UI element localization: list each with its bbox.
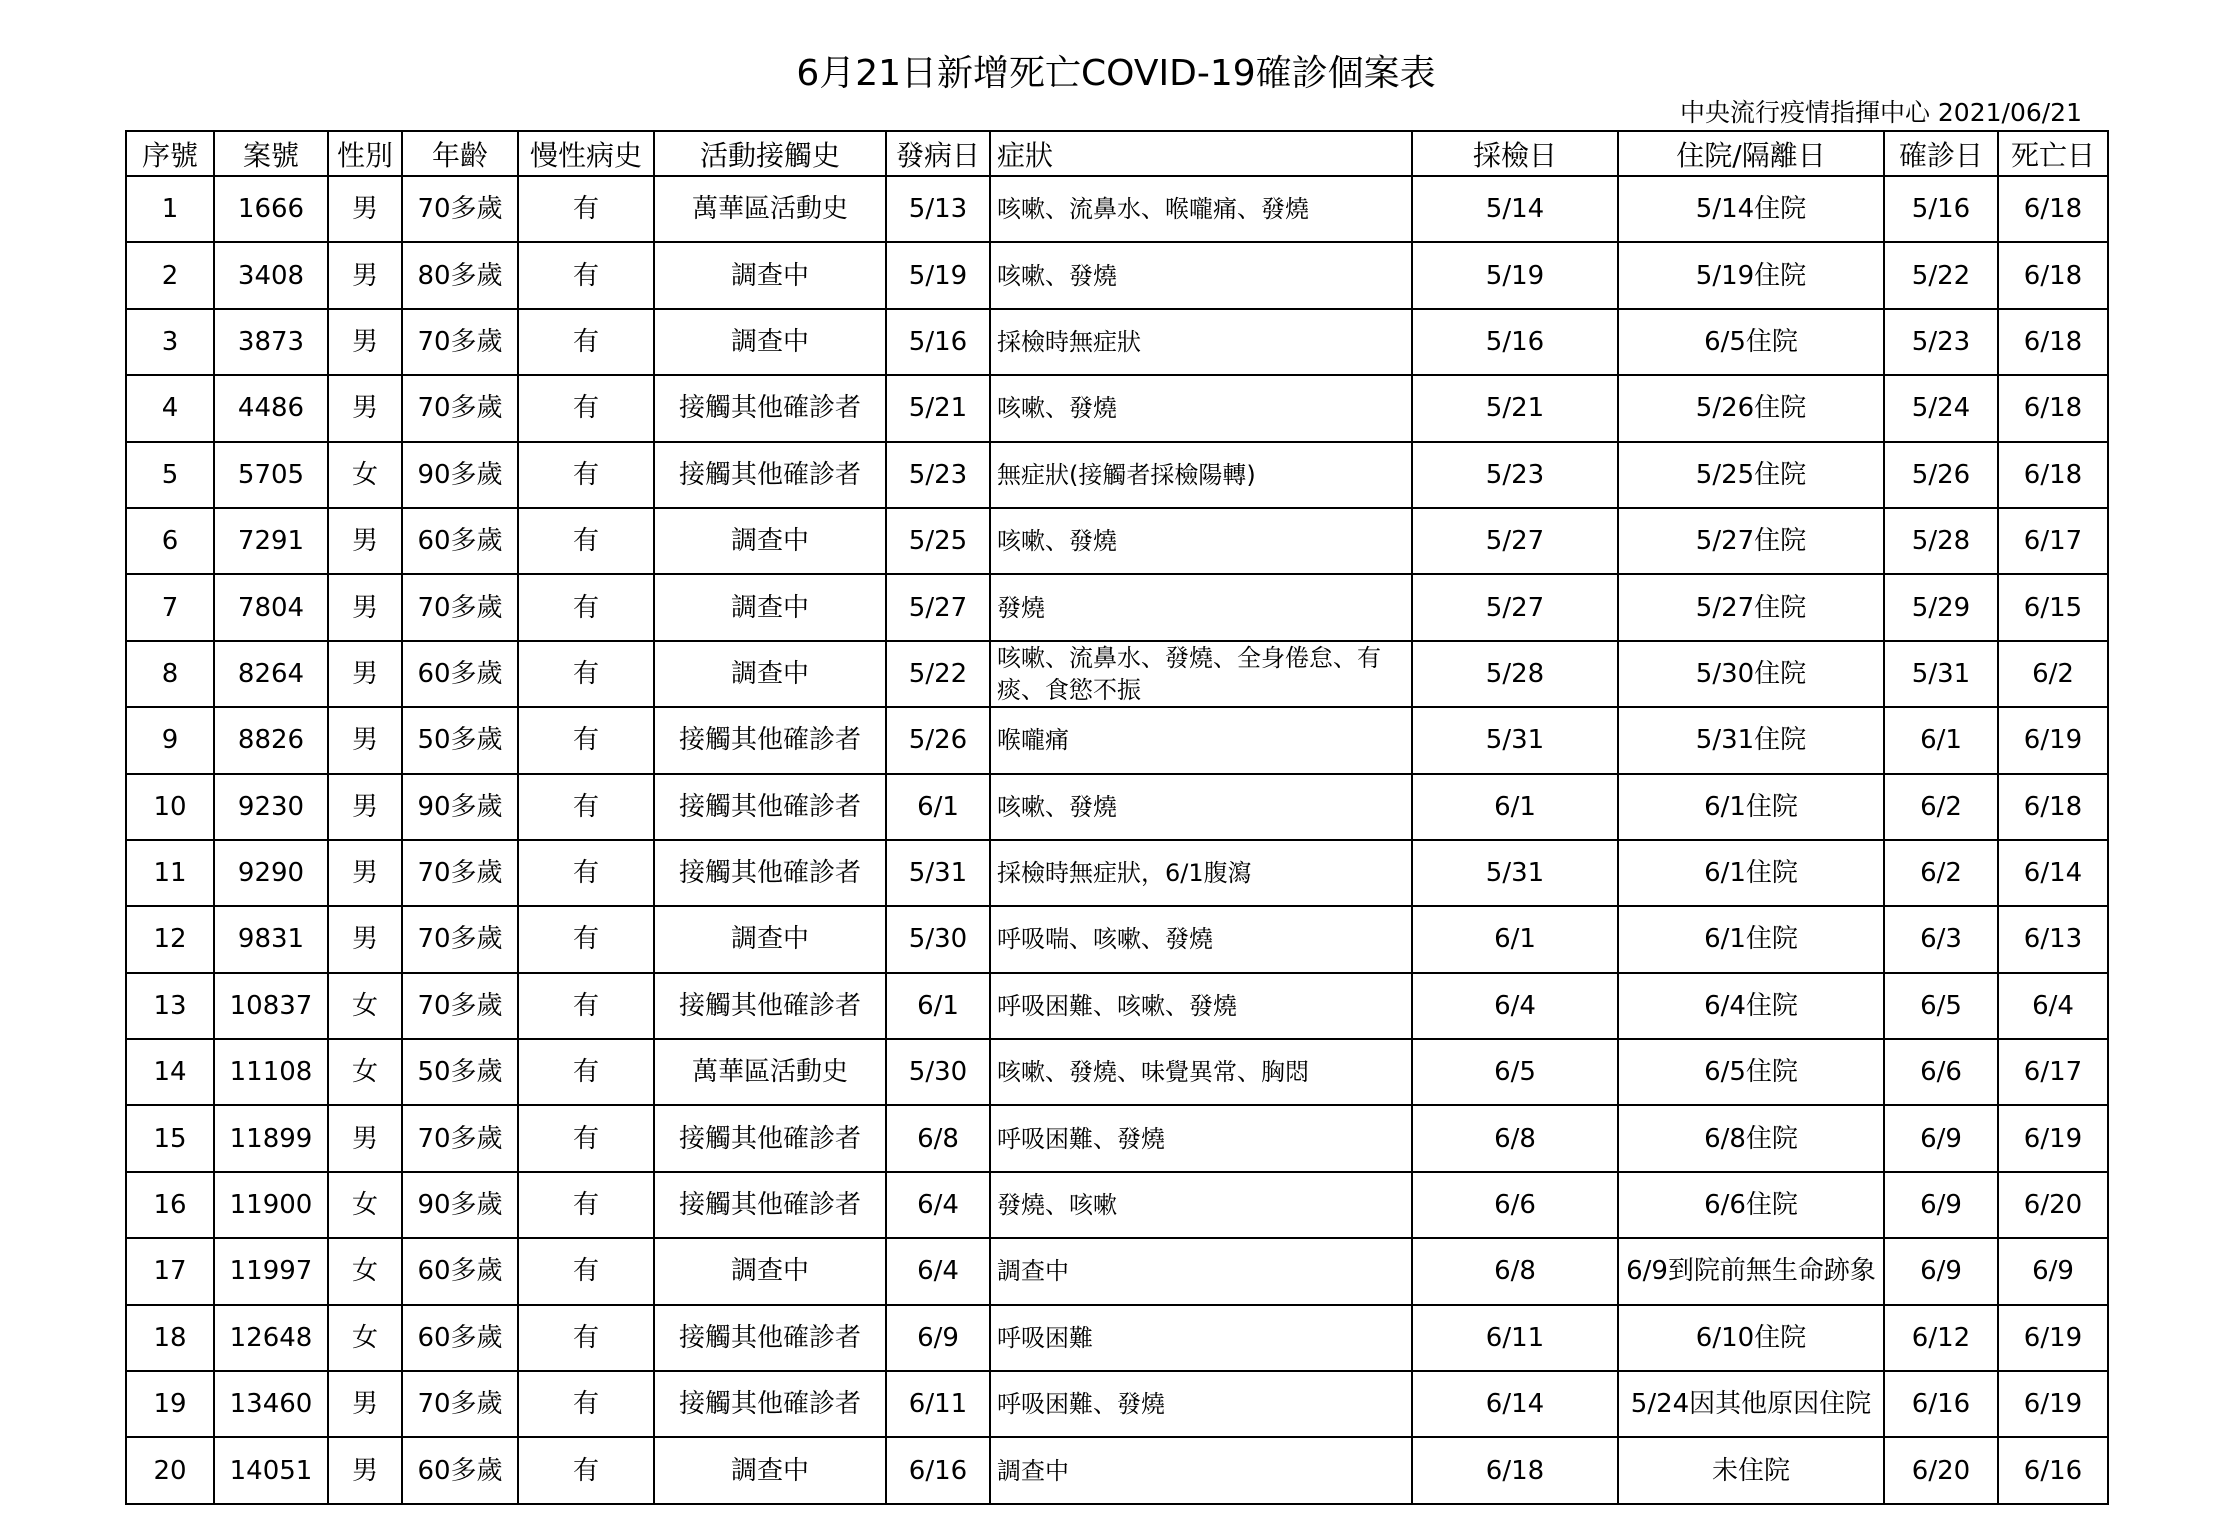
cell-hospital: 5/14住院 (1618, 176, 1884, 242)
cell-onset: 5/16 (886, 309, 990, 375)
cell-chronic: 有 (518, 442, 654, 508)
cell-sex: 男 (328, 242, 402, 308)
cell-age: 90多歲 (402, 442, 518, 508)
cell-symptoms: 呼吸喘、咳嗽、發燒 (990, 906, 1412, 972)
cell-hospital: 5/24因其他原因住院 (1618, 1371, 1884, 1437)
cell-serial: 11 (126, 840, 214, 906)
cell-chronic: 有 (518, 1039, 654, 1105)
cell-case-no: 11997 (214, 1238, 328, 1304)
cell-onset: 5/21 (886, 375, 990, 441)
cell-death: 6/18 (1998, 242, 2108, 308)
col-header-age: 年齡 (402, 131, 518, 176)
cell-age: 90多歲 (402, 1172, 518, 1238)
cell-chronic: 有 (518, 574, 654, 640)
cell-case-no: 11108 (214, 1039, 328, 1105)
cell-confirm: 6/20 (1884, 1437, 1998, 1503)
cell-test-date: 6/1 (1412, 774, 1618, 840)
cell-case-no: 14051 (214, 1437, 328, 1503)
cell-contact: 接觸其他確診者 (654, 774, 886, 840)
cell-death: 6/13 (1998, 906, 2108, 972)
cell-hospital: 6/5住院 (1618, 1039, 1884, 1105)
cell-chronic: 有 (518, 176, 654, 242)
table-row (126, 1371, 2108, 1437)
cell-test-date: 6/1 (1412, 906, 1618, 972)
cell-case-no: 13460 (214, 1371, 328, 1437)
cell-test-date: 6/4 (1412, 973, 1618, 1039)
cell-hospital: 5/27住院 (1618, 574, 1884, 640)
cell-onset: 6/1 (886, 973, 990, 1039)
cell-case-no: 10837 (214, 973, 328, 1039)
cell-chronic: 有 (518, 375, 654, 441)
cell-contact: 接觸其他確診者 (654, 375, 886, 441)
cell-test-date: 6/6 (1412, 1172, 1618, 1238)
cell-serial: 13 (126, 973, 214, 1039)
cell-contact: 調查中 (654, 242, 886, 308)
cell-symptoms: 咳嗽、發燒 (990, 508, 1412, 574)
col-header-hospital: 住院/隔離日 (1618, 131, 1884, 176)
cell-sex: 男 (328, 906, 402, 972)
cell-case-no: 8826 (214, 707, 328, 773)
cell-chronic: 有 (518, 1371, 654, 1437)
cell-death: 6/18 (1998, 774, 2108, 840)
cell-chronic: 有 (518, 1437, 654, 1503)
cell-hospital: 6/5住院 (1618, 309, 1884, 375)
cell-test-date: 5/19 (1412, 242, 1618, 308)
cell-symptoms: 呼吸困難、發燒 (990, 1371, 1412, 1437)
cell-onset: 5/19 (886, 242, 990, 308)
cell-chronic: 有 (518, 242, 654, 308)
cell-case-no: 1666 (214, 176, 328, 242)
cell-death: 6/16 (1998, 1437, 2108, 1503)
cell-death: 6/19 (1998, 707, 2108, 773)
cell-death: 6/18 (1998, 442, 2108, 508)
cell-symptoms: 呼吸困難、發燒 (990, 1105, 1412, 1171)
cell-serial: 6 (126, 508, 214, 574)
col-header-case-no: 案號 (214, 131, 328, 176)
cell-age: 70多歲 (402, 1371, 518, 1437)
cell-case-no: 9230 (214, 774, 328, 840)
cell-chronic: 有 (518, 309, 654, 375)
cell-test-date: 6/8 (1412, 1238, 1618, 1304)
cell-hospital: 6/6住院 (1618, 1172, 1884, 1238)
cell-onset: 6/16 (886, 1437, 990, 1503)
cell-death: 6/2 (1998, 641, 2108, 707)
cell-sex: 女 (328, 1039, 402, 1105)
page-title: 6月21日新增死亡COVID-19確診個案表 (796, 53, 1436, 94)
cell-contact: 調查中 (654, 1437, 886, 1503)
cell-hospital: 5/25住院 (1618, 442, 1884, 508)
table-row (126, 641, 2108, 707)
cell-test-date: 6/11 (1412, 1305, 1618, 1371)
cell-sex: 男 (328, 574, 402, 640)
cell-hospital: 6/8住院 (1618, 1105, 1884, 1171)
cell-age: 70多歲 (402, 973, 518, 1039)
cell-sex: 男 (328, 707, 402, 773)
cell-serial: 5 (126, 442, 214, 508)
cell-serial: 7 (126, 574, 214, 640)
cell-age: 60多歲 (402, 641, 518, 707)
cell-serial: 17 (126, 1238, 214, 1304)
cell-symptoms: 發燒、咳嗽 (990, 1172, 1412, 1238)
cell-death: 6/18 (1998, 375, 2108, 441)
cell-serial: 20 (126, 1437, 214, 1503)
cell-age: 60多歲 (402, 508, 518, 574)
cell-contact: 調查中 (654, 1238, 886, 1304)
cell-case-no: 3408 (214, 242, 328, 308)
cell-symptoms: 咳嗽、發燒 (990, 375, 1412, 441)
cell-chronic: 有 (518, 508, 654, 574)
cell-age: 70多歲 (402, 1105, 518, 1171)
cell-serial: 1 (126, 176, 214, 242)
cell-hospital: 5/26住院 (1618, 375, 1884, 441)
cell-chronic: 有 (518, 707, 654, 773)
table-row (126, 1105, 2108, 1171)
cell-onset: 5/25 (886, 508, 990, 574)
cell-onset: 6/11 (886, 1371, 990, 1437)
cell-hospital: 5/30住院 (1618, 641, 1884, 707)
cell-chronic: 有 (518, 1172, 654, 1238)
cell-test-date: 6/5 (1412, 1039, 1618, 1105)
cell-hospital: 6/4住院 (1618, 973, 1884, 1039)
cell-case-no: 8264 (214, 641, 328, 707)
cell-death: 6/17 (1998, 508, 2108, 574)
cell-case-no: 7291 (214, 508, 328, 574)
cell-death: 6/19 (1998, 1371, 2108, 1437)
cell-symptoms: 咳嗽、發燒、味覺異常、胸悶 (990, 1039, 1412, 1105)
cell-sex: 男 (328, 1371, 402, 1437)
cell-confirm: 5/23 (1884, 309, 1998, 375)
table-row (126, 1238, 2108, 1304)
cell-symptoms: 無症狀(接觸者採檢陽轉) (990, 442, 1412, 508)
cell-onset: 6/4 (886, 1172, 990, 1238)
cell-test-date: 5/27 (1412, 508, 1618, 574)
cell-onset: 6/8 (886, 1105, 990, 1171)
cell-onset: 6/1 (886, 774, 990, 840)
cell-confirm: 6/2 (1884, 774, 1998, 840)
cell-contact: 接觸其他確診者 (654, 840, 886, 906)
table-row (126, 574, 2108, 640)
cell-confirm: 6/9 (1884, 1238, 1998, 1304)
header-row (126, 131, 2108, 176)
cell-confirm: 6/1 (1884, 707, 1998, 773)
cell-symptoms: 呼吸困難、咳嗽、發燒 (990, 973, 1412, 1039)
cell-onset: 5/31 (886, 840, 990, 906)
cell-onset: 6/4 (886, 1238, 990, 1304)
cell-serial: 19 (126, 1371, 214, 1437)
col-header-confirm: 確診日 (1884, 131, 1998, 176)
cell-age: 90多歲 (402, 774, 518, 840)
cell-contact: 調查中 (654, 641, 886, 707)
cell-serial: 2 (126, 242, 214, 308)
cell-sex: 男 (328, 508, 402, 574)
cell-hospital: 6/9到院前無生命跡象 (1618, 1238, 1884, 1304)
cell-contact: 接觸其他確診者 (654, 707, 886, 773)
cell-case-no: 9290 (214, 840, 328, 906)
cell-symptoms: 調查中 (990, 1238, 1412, 1304)
col-header-contact: 活動接觸史 (654, 131, 886, 176)
cell-contact: 接觸其他確診者 (654, 1105, 886, 1171)
cell-test-date: 5/27 (1412, 574, 1618, 640)
table-row (126, 840, 2108, 906)
cell-age: 70多歲 (402, 906, 518, 972)
cell-confirm: 5/26 (1884, 442, 1998, 508)
cell-age: 50多歲 (402, 707, 518, 773)
col-header-serial: 序號 (126, 131, 214, 176)
cell-age: 70多歲 (402, 840, 518, 906)
cell-symptoms: 採檢時無症狀，6/1腹瀉 (990, 840, 1412, 906)
cell-test-date: 5/21 (1412, 375, 1618, 441)
cell-age: 60多歲 (402, 1437, 518, 1503)
cell-case-no: 11900 (214, 1172, 328, 1238)
cell-case-no: 9831 (214, 906, 328, 972)
cell-death: 6/14 (1998, 840, 2108, 906)
cell-test-date: 5/31 (1412, 840, 1618, 906)
cell-serial: 12 (126, 906, 214, 972)
cell-contact: 接觸其他確診者 (654, 1371, 886, 1437)
cell-serial: 4 (126, 375, 214, 441)
cell-death: 6/19 (1998, 1105, 2108, 1171)
cell-chronic: 有 (518, 1305, 654, 1371)
cell-case-no: 12648 (214, 1305, 328, 1371)
cell-onset: 5/27 (886, 574, 990, 640)
cell-hospital: 5/19住院 (1618, 242, 1884, 308)
cell-symptoms: 咳嗽、發燒 (990, 242, 1412, 308)
table-row (126, 309, 2108, 375)
cell-sex: 男 (328, 309, 402, 375)
cell-death: 6/4 (1998, 973, 2108, 1039)
cell-symptoms: 咳嗽、流鼻水、喉嚨痛、發燒 (990, 176, 1412, 242)
table-row (126, 1437, 2108, 1503)
col-header-death: 死亡日 (1998, 131, 2108, 176)
cell-contact: 調查中 (654, 906, 886, 972)
cell-hospital: 6/1住院 (1618, 906, 1884, 972)
cell-sex: 男 (328, 375, 402, 441)
cell-sex: 女 (328, 973, 402, 1039)
cell-contact: 接觸其他確診者 (654, 442, 886, 508)
cell-age: 70多歲 (402, 375, 518, 441)
cell-confirm: 6/6 (1884, 1039, 1998, 1105)
cell-chronic: 有 (518, 1238, 654, 1304)
cell-confirm: 6/16 (1884, 1371, 1998, 1437)
cell-age: 70多歲 (402, 574, 518, 640)
cell-sex: 女 (328, 1305, 402, 1371)
cell-case-no: 3873 (214, 309, 328, 375)
cell-death: 6/19 (1998, 1305, 2108, 1371)
cell-test-date: 5/28 (1412, 641, 1618, 707)
cell-confirm: 6/5 (1884, 973, 1998, 1039)
table-row (126, 176, 2108, 242)
cell-sex: 女 (328, 1172, 402, 1238)
cell-death: 6/17 (1998, 1039, 2108, 1105)
cell-case-no: 7804 (214, 574, 328, 640)
cell-serial: 14 (126, 1039, 214, 1105)
cell-confirm: 6/3 (1884, 906, 1998, 972)
cell-chronic: 有 (518, 1105, 654, 1171)
cell-serial: 16 (126, 1172, 214, 1238)
cell-case-no: 5705 (214, 442, 328, 508)
cell-chronic: 有 (518, 840, 654, 906)
cell-serial: 9 (126, 707, 214, 773)
col-header-chronic: 慢性病史 (518, 131, 654, 176)
cell-serial: 8 (126, 641, 214, 707)
cell-confirm: 6/2 (1884, 840, 1998, 906)
cell-confirm: 5/16 (1884, 176, 1998, 242)
cell-contact: 接觸其他確診者 (654, 1172, 886, 1238)
cell-death: 6/15 (1998, 574, 2108, 640)
cell-test-date: 6/8 (1412, 1105, 1618, 1171)
cell-age: 70多歲 (402, 309, 518, 375)
case-table (125, 130, 2109, 1505)
cell-confirm: 5/31 (1884, 641, 1998, 707)
cell-test-date: 5/31 (1412, 707, 1618, 773)
cell-age: 80多歲 (402, 242, 518, 308)
cell-death: 6/9 (1998, 1238, 2108, 1304)
cell-onset: 6/9 (886, 1305, 990, 1371)
cell-test-date: 5/14 (1412, 176, 1618, 242)
table-row (126, 242, 2108, 308)
cell-contact: 調查中 (654, 574, 886, 640)
cell-case-no: 11899 (214, 1105, 328, 1171)
cell-test-date: 6/14 (1412, 1371, 1618, 1437)
cell-test-date: 6/18 (1412, 1437, 1618, 1503)
table-row (126, 1039, 2108, 1105)
cell-contact: 接觸其他確診者 (654, 1305, 886, 1371)
cell-sex: 女 (328, 442, 402, 508)
cell-age: 60多歲 (402, 1305, 518, 1371)
cell-contact: 接觸其他確診者 (654, 973, 886, 1039)
cell-confirm: 5/29 (1884, 574, 1998, 640)
source-date: 中央流行疫情指揮中心 2021/06/21 (1679, 98, 2082, 127)
table-row (126, 707, 2108, 773)
cell-sex: 男 (328, 774, 402, 840)
cell-confirm: 5/24 (1884, 375, 1998, 441)
cell-contact: 調查中 (654, 508, 886, 574)
col-header-onset: 發病日 (886, 131, 990, 176)
cell-onset: 5/30 (886, 1039, 990, 1105)
col-header-test-date: 採檢日 (1412, 131, 1618, 176)
cell-onset: 5/22 (886, 641, 990, 707)
cell-death: 6/18 (1998, 176, 2108, 242)
table-row (126, 1305, 2108, 1371)
cell-serial: 3 (126, 309, 214, 375)
cell-contact: 萬華區活動史 (654, 1039, 886, 1105)
cell-death: 6/18 (1998, 309, 2108, 375)
cell-contact: 萬華區活動史 (654, 176, 886, 242)
cell-contact: 調查中 (654, 309, 886, 375)
cell-onset: 5/26 (886, 707, 990, 773)
col-header-symptoms: 症狀 (990, 131, 1412, 176)
cell-serial: 10 (126, 774, 214, 840)
table-row (126, 774, 2108, 840)
cell-age: 70多歲 (402, 176, 518, 242)
cell-onset: 5/30 (886, 906, 990, 972)
cell-sex: 男 (328, 1437, 402, 1503)
cell-test-date: 5/16 (1412, 309, 1618, 375)
cell-confirm: 6/9 (1884, 1172, 1998, 1238)
cell-symptoms: 咳嗽、流鼻水、發燒、全身倦怠、有痰、食慾不振 (990, 641, 1412, 707)
cell-death: 6/20 (1998, 1172, 2108, 1238)
cell-sex: 男 (328, 1105, 402, 1171)
cell-symptoms: 喉嚨痛 (990, 707, 1412, 773)
cell-onset: 5/13 (886, 176, 990, 242)
table-row (126, 906, 2108, 972)
cell-chronic: 有 (518, 973, 654, 1039)
cell-confirm: 6/9 (1884, 1105, 1998, 1171)
table-row (126, 973, 2108, 1039)
cell-confirm: 5/22 (1884, 242, 1998, 308)
cell-sex: 男 (328, 176, 402, 242)
cell-case-no: 4486 (214, 375, 328, 441)
cell-serial: 15 (126, 1105, 214, 1171)
cell-sex: 男 (328, 641, 402, 707)
cell-symptoms: 咳嗽、發燒 (990, 774, 1412, 840)
cell-serial: 18 (126, 1305, 214, 1371)
table-row (126, 1172, 2108, 1238)
cell-symptoms: 呼吸困難 (990, 1305, 1412, 1371)
cell-onset: 5/23 (886, 442, 990, 508)
cell-sex: 女 (328, 1238, 402, 1304)
cell-age: 60多歲 (402, 1238, 518, 1304)
cell-age: 50多歲 (402, 1039, 518, 1105)
table-row (126, 442, 2108, 508)
col-header-sex: 性別 (328, 131, 402, 176)
table-row (126, 375, 2108, 441)
cell-symptoms: 發燒 (990, 574, 1412, 640)
cell-hospital: 未住院 (1618, 1437, 1884, 1503)
cell-hospital: 5/27住院 (1618, 508, 1884, 574)
cell-hospital: 5/31住院 (1618, 707, 1884, 773)
cell-symptoms: 調查中 (990, 1437, 1412, 1503)
cell-hospital: 6/10住院 (1618, 1305, 1884, 1371)
cell-chronic: 有 (518, 774, 654, 840)
table-row (126, 508, 2108, 574)
cell-chronic: 有 (518, 906, 654, 972)
cell-confirm: 5/28 (1884, 508, 1998, 574)
cell-symptoms: 採檢時無症狀 (990, 309, 1412, 375)
cell-test-date: 5/23 (1412, 442, 1618, 508)
cell-sex: 男 (328, 840, 402, 906)
cell-hospital: 6/1住院 (1618, 840, 1884, 906)
cell-chronic: 有 (518, 641, 654, 707)
cell-hospital: 6/1住院 (1618, 774, 1884, 840)
cell-confirm: 6/12 (1884, 1305, 1998, 1371)
